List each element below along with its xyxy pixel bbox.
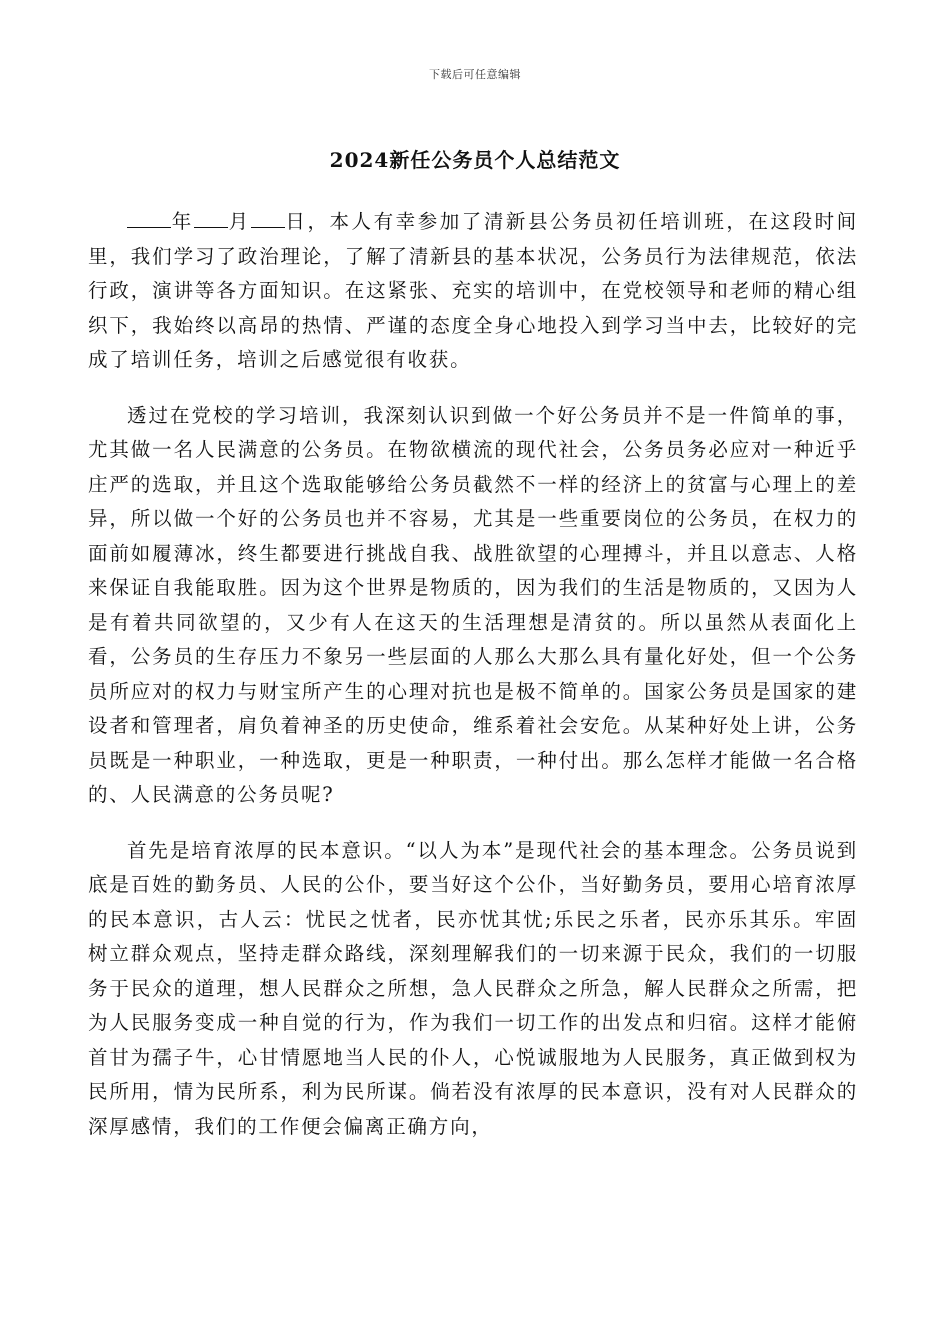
paragraph-1-text: ，本人有幸参加了清新县公务员初任培训班，在这段时间里，我们学习了政治理论，了解了清新县的基本状况，公务员行为法律规范，依法行政，演讲等各方面知识。在这紧张、充实的培训中，在党校领导和老师的精心组织下，我始终以高昂的热情、严谨的态度全身心地投入到学习当中去，比较好的完成了培训任务，培训之后感觉很有收获。 — [88, 210, 858, 371]
document-title: 2024新任公务员个人总结范文 — [329, 148, 621, 172]
paragraph-1 — [88, 205, 858, 378]
paragraph-2: 透过在党校的学习培训，我深刻认识到做一个好公务员并不是一件简单的事，尤其做一名人民满意的公务员。在物欲横流的现代社会，公务员务必应对一种近乎庄严的选取，并且这个选取能够给公务员截然不一样的经济上的贫富与心理上的差异，所以做一个好的公务员也并不容易，尤其是一些重要岗位的公务员，在权力的面前如履薄冰，终生都要进行挑战自我、战胜欲望的心理搏斗，并且以意志、人格来保证自我能取胜。因为这个世界是物质的，因为我们的生活是物质的，又因为人是有着共同欲望的，又少有人在这天的生活理想是清贫的。所以虽然从表面化上看，公务员的生存压力不象另一些层面的人那么大那么具有量化好处，但一个公务员所应对的权力与财宝所产生的心理对抗也是极不简单的。国家公务员是国家的建设者和管理者，肩负着神圣的历史使命，维系着社会安危。从某种好处上讲，公务员既是一种职业，一种选取，更是一种职责，一种付出。那么怎样才能做一名合格的、人民满意的公务员呢? — [88, 403, 858, 806]
header-note: 下载后可任意编辑 — [429, 68, 521, 81]
day-blank — [251, 207, 285, 228]
day-suffix: 日 — [284, 210, 308, 233]
year-blank — [127, 207, 171, 228]
year-suffix: 年 — [171, 210, 194, 233]
document-body — [88, 205, 858, 1165]
month-blank — [194, 207, 228, 228]
paragraph-3: 首先是培育浓厚的民本意识。“以人为本”是现代社会的基本理念。公务员说到底是百姓的勤务员、人民的公仆，要当好这个公仆，当好勤务员，要用心培育浓厚的民本意识，古人云：忧民之忧者，民亦忧其忧;乐民之乐者，民亦乐其乐。牢固树立群众观点，坚持走群众路线，深刻理解我们的一切来源于民众，我们的一切服务于民众的道理，想人民群众之所想，急人民群众之所急，解人民群众之所需，把为人民服务变成一种自觉的行为，作为我们一切工作的出发点和归宿。这样才能俯首甘为孺子牛，心甘情愿地当人民的仆人，心悦诚服地为人民服务，真正做到权为民所用，情为民所系，利为民所谋。倘若没有浓厚的民本意识，没有对人民群众的深厚感情，我们的工作便会偏离正确方向， — [88, 838, 858, 1138]
month-suffix: 月 — [227, 210, 251, 233]
